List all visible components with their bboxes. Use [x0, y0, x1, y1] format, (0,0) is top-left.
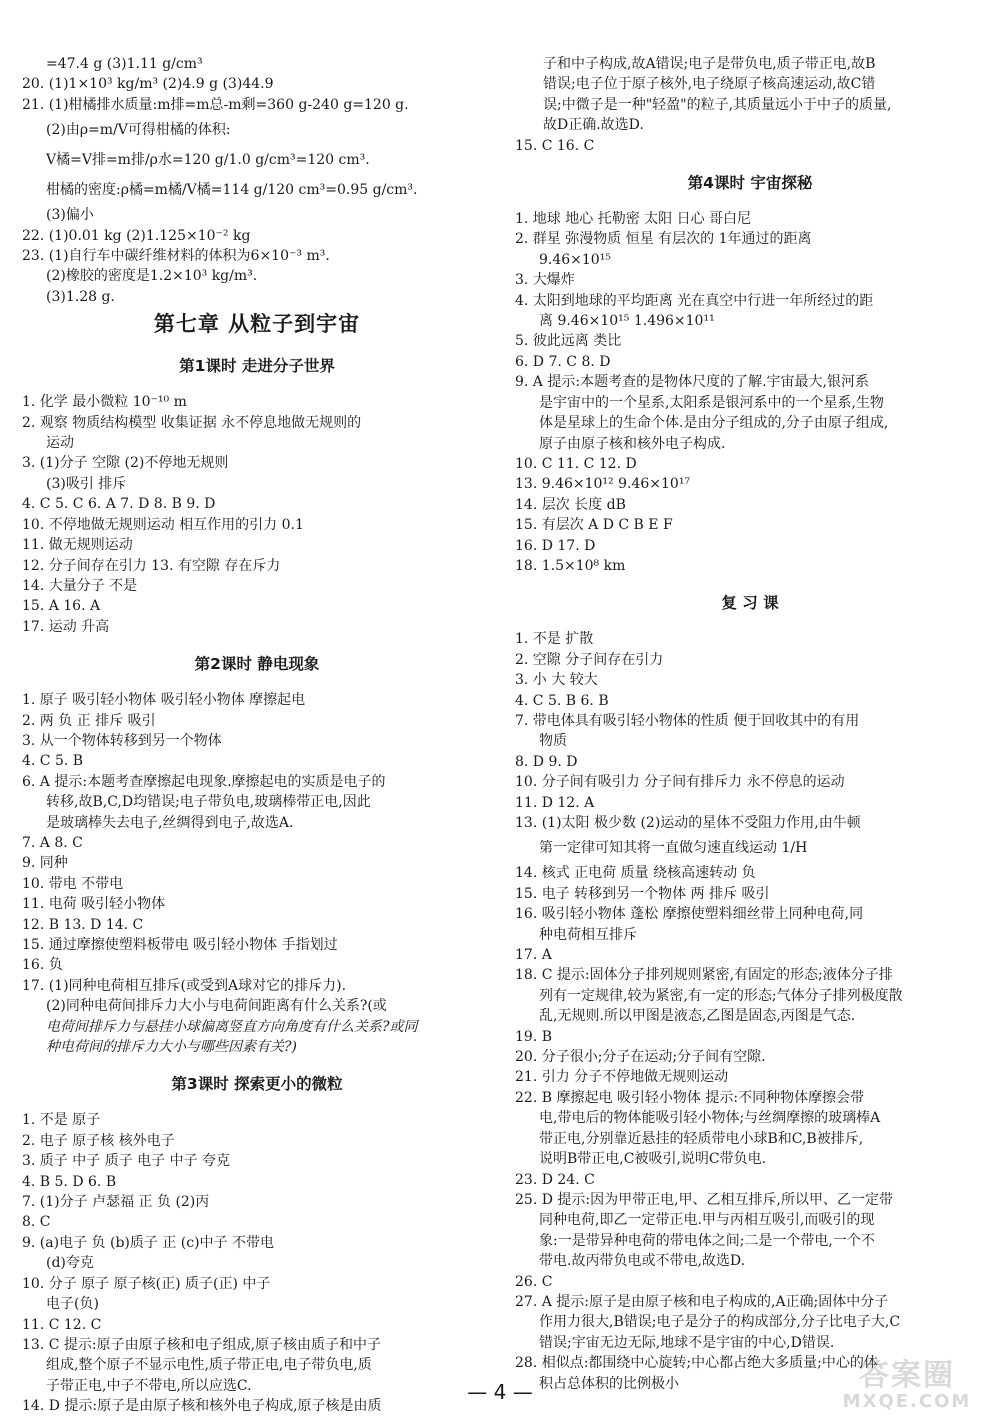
answer-line: 3. 大爆炸 — [515, 272, 575, 289]
answer-line: 带正电,分别靠近悬挂的轻质带电小球B和C,B被排斥, — [539, 1130, 864, 1147]
answer-line: 物质 — [539, 733, 567, 750]
answer-line: 5. 彼此远离 类比 — [515, 333, 622, 350]
answer-line: 13. (1)太阳 极少数 (2)运动的星体不受阻力作用,由牛顿 — [515, 815, 861, 831]
answer-line: 12. 分子间存在引力 13. 有空隙 存在斥力 — [22, 557, 281, 574]
answer-line: 20. (1)1×10³ kg/m³ (2)4.9 g (3)44.9 — [22, 76, 274, 93]
answer-line: 15. 有层次 A D C B E F — [515, 517, 673, 534]
answer-line: 种电荷间的排斥力大小与哪些因素有关?) — [46, 1039, 297, 1056]
answer-line: 21. (1)柑橘排水质量:m排=m总-m剩=360 g-240 g=120 g. — [22, 96, 409, 113]
answer-line: 象:一是带异种电荷的带电体之间;二是一个带电,一个不 — [539, 1232, 875, 1249]
answer-line: 27. A 提示:原子是由原子核和电子构成的,A正确;固体中分子 — [515, 1293, 889, 1310]
answer-line: 电,带电后的物体能吸引轻小物体;与丝绸摩擦的玻璃棒A — [539, 1110, 881, 1127]
answer-line: 柑橘的密度:ρ橘=m橘/V橘=114 g/120 cm³=0.95 g/cm³. — [46, 182, 418, 199]
watermark-sub: MXQE.COM — [842, 1391, 972, 1412]
answer-line: 8. D 9. D — [515, 753, 578, 770]
answer-line: V橘=V排=m排/ρ水=120 g/1.0 g/cm³=120 cm³. — [46, 152, 370, 169]
answer-line: 离 9.46×10¹⁵ 1.496×10¹¹ — [539, 313, 715, 330]
answer-line: 组成,整个原子不显示电性,质子带正电,电子带负电,质 — [46, 1357, 372, 1374]
answer-line: (3)1.28 g. — [46, 288, 115, 305]
answer-line: 14. 核式 正电荷 质量 绕核高速转动 负 — [515, 865, 756, 882]
answer-line: 运动 — [46, 435, 74, 452]
answer-line: 2. 电子 原子核 核外电子 — [22, 1132, 175, 1149]
answer-line: 同种电荷,即乙一定带正电.甲与丙相互吸引,而吸引的现 — [539, 1212, 875, 1229]
answer-line: 23. D 24. C — [515, 1171, 595, 1188]
answer-line: 22. (1)0.01 kg (2)1.125×10⁻² kg — [22, 227, 251, 244]
answer-line: 15. A 16. A — [22, 598, 101, 615]
answer-line: 9. A 提示:本题考查的是物体尺度的了解.宇宙最大,银河系 — [515, 374, 869, 391]
answer-line: 9. (a)电子 负 (b)质子 正 (c)中子 不带电 — [22, 1234, 274, 1251]
answer-line: 9. 同种 — [22, 855, 68, 872]
lesson-heading: 复 习 课 — [721, 593, 779, 612]
answer-line: 13. 9.46×10¹² 9.46×10¹⁷ — [515, 476, 691, 493]
right-column — [515, 54, 985, 1394]
lesson-heading: 第4课时 宇宙探秘 — [687, 173, 813, 192]
answer-line: 子带正电,中子不带电,所以应选C. — [46, 1377, 252, 1394]
answer-line: 电荷间排斥力与悬挂小球偏离竖直方向角度有什么关系?或同 — [46, 1018, 418, 1035]
answer-line: 17. 运动 升高 — [22, 618, 110, 635]
answer-line: (3)偏小 — [46, 207, 94, 224]
answer-line: 列有一定规律,较为紧密,有一定的形态;气体分子排列极度散 — [539, 987, 903, 1004]
answer-line: 错误;电子位于原子核外,电子绕原子核高速运动,故C错 — [543, 76, 876, 93]
answer-line: 积占总体积的比例极小 — [539, 1375, 679, 1392]
answer-line: =47.4 g (3)1.11 g/cm³ — [46, 56, 203, 72]
answer-line: 是宇宙中的一个星系,太阳系是银河系中的一个星系,生物 — [539, 394, 884, 411]
answer-line: (2)橡胶的密度是1.2×10³ kg/m³. — [46, 268, 258, 285]
answer-line: 第一定律可知其将一直做匀速直线运动 1/H — [539, 840, 808, 857]
answer-line: 11. 电荷 吸引轻小物体 — [22, 896, 166, 913]
answer-line: 6. A 提示:本题考查摩擦起电现象.摩擦起电的实质是电子的 — [22, 773, 386, 790]
answer-line: 乱,无规则.所以甲图是液态,乙图是固态,丙图是气态. — [539, 1008, 856, 1025]
answer-line: (2)由ρ=m/V可得柑橘的体积: — [46, 122, 231, 139]
answer-line: (d)夸克 — [46, 1255, 94, 1272]
answer-line: 4. C 5. B — [22, 753, 84, 770]
answer-line: 16. D 17. D — [515, 537, 596, 554]
watermark-main: 答案圈 — [859, 1358, 955, 1393]
answer-line: 14. 大量分子 不是 — [22, 577, 138, 594]
answer-line: (2)同种电荷间排斥力大小与电荷间距离有什么关系?(或 — [46, 998, 387, 1015]
answer-line: 10. 分子 原子 原子核(正) 质子(正) 中子 — [22, 1275, 271, 1292]
answer-line: 10. C 11. C 12. D — [515, 455, 637, 472]
answer-line: 作用力很大,B错误;电子是分子的构成部分,分子比电子大,C — [539, 1314, 901, 1331]
answer-line: 9.46×10¹⁵ — [539, 251, 611, 268]
answer-line: 17. A — [515, 947, 552, 964]
answer-line: 3. 质子 中子 质子 电子 中子 夸克 — [22, 1153, 231, 1170]
answer-line: 1. 地球 地心 托勒密 太阳 日心 哥白尼 — [515, 211, 752, 228]
answer-line: 3. (1)分子 空隙 (2)不停地无规则 — [22, 455, 229, 472]
answer-line: 17. (1)同种电荷相互排斥(或受到A球对它的排斥力). — [22, 977, 347, 994]
answer-line: 10. 分子间有吸引力 分子间有排斥力 永不停息的运动 — [515, 774, 845, 791]
chapter-title: 第七章 从粒子到宇宙 — [153, 312, 361, 337]
answer-line: 25. D 提示:因为甲带正电,甲、乙相互排斥,所以甲、乙一定带 — [515, 1191, 894, 1208]
answer-line: 6. D 7. C 8. D — [515, 353, 611, 370]
answer-line: 10. 带电 不带电 — [22, 875, 124, 892]
answer-line: 4. B 5. D 6. B — [22, 1173, 117, 1190]
answer-line: 体是星球上的生命个体.是由分子组成的,分子由原子组成, — [539, 415, 889, 432]
answer-line: 7. 带电体具有吸引轻小物体的性质 便于回收其中的有用 — [515, 712, 860, 729]
answer-line: 14. 层次 长度 dB — [515, 496, 626, 513]
answer-line: 带电.故丙带负电或不带电,故选D. — [539, 1253, 746, 1270]
answer-line: 10. 不停地做无规则运动 相互作用的引力 0.1 — [22, 516, 304, 533]
answer-line: 3. 小 大 较大 — [515, 672, 598, 689]
answer-line: 1. 化学 最小微粒 10⁻¹⁰ m — [22, 394, 187, 411]
answer-line: 2. 观察 物质结构模型 收集证据 永不停息地做无规则的 — [22, 414, 362, 431]
answer-line: 1. 不是 扩散 — [515, 631, 594, 648]
answer-line: 23. (1)自行车中碳纤维材料的体积为6×10⁻³ m³. — [22, 248, 330, 265]
answer-line: (3)吸引 排斥 — [46, 475, 127, 492]
answer-line: 2. 两 负 正 排斥 吸引 — [22, 712, 156, 729]
lesson-heading: 第2课时 静电现象 — [194, 654, 320, 673]
answer-line: 11. C 12. C — [22, 1316, 102, 1333]
answer-line: 4. C 5. B 6. B — [515, 692, 609, 709]
answer-line: 28. 相似点:都围绕中心旋转;中心都占绝大多质量;中心的体 — [515, 1355, 878, 1372]
answer-line: 12. B 13. D 14. C — [22, 916, 144, 933]
answer-line: 是玻璃棒失去电子,丝绸得到电子,故选A. — [46, 814, 294, 831]
answer-line: 4. 太阳到地球的平均距离 光在真空中行进一年所经过的距 — [515, 292, 874, 309]
answer-line: 16. 负 — [22, 957, 63, 974]
left-column — [22, 54, 492, 1417]
answer-line: 26. C — [515, 1273, 553, 1290]
answer-line: 1. 不是 原子 — [22, 1112, 101, 1129]
answer-line: 8. C — [22, 1214, 51, 1231]
answer-line: 13. C 提示:原子由原子核和电子组成,原子核由质子和中子 — [22, 1336, 382, 1353]
answer-line: 转移,故B,C,D均错误;电子带负电,玻璃棒带正电,因此 — [46, 794, 371, 811]
answer-line: 7. A 8. C — [22, 834, 83, 851]
answer-line: 1. 原子 吸引轻小物体 吸引轻小物体 摩擦起电 — [22, 692, 306, 709]
answer-line: 11. 做无规则运动 — [22, 537, 133, 554]
answer-line: 21. 引力 分子不停地做无规则运动 — [515, 1069, 729, 1086]
lesson-heading: 第3课时 探索更小的微粒 — [171, 1074, 343, 1093]
answer-line: 2. 群星 弥漫物质 恒星 有层次的 1年通过的距离 — [515, 231, 812, 248]
watermark-logo — [832, 1360, 982, 1416]
answer-line: 15. 电子 转移到另一个物体 两 排斥 吸引 — [515, 885, 770, 902]
answer-line: 20. 分子很小;分子在运动;分子间有空隙. — [515, 1049, 766, 1066]
answer-line: 2. 空隙 分子间存在引力 — [515, 651, 664, 668]
page-number: — 4 — — [467, 1380, 533, 1404]
answer-line: 22. B 摩擦起电 吸引轻小物体 提示:不同种物体摩擦会带 — [515, 1089, 865, 1106]
answer-line: 电子(负) — [46, 1296, 99, 1313]
answer-line: 3. 从一个物体转移到另一个物体 — [22, 732, 222, 749]
answer-line: 故D正确.故选D. — [543, 117, 644, 134]
answer-line: 说明B带正电,C被吸引,说明C带负电. — [539, 1151, 767, 1168]
answer-line: 15. 通过摩擦使塑料板带电 吸引轻小物体 手指划过 — [22, 937, 338, 953]
answer-line: 18. C 提示:固体分子排列规则紧密,有固定的形态;液体分子排 — [515, 967, 893, 984]
answer-line: 原子由原子核和核外电子构成. — [539, 435, 726, 452]
answer-line: 14. D 提示:原子是由原子核和核外电子构成,原子核是由质 — [22, 1398, 382, 1415]
answer-line: 种电荷相互排斥 — [539, 926, 637, 943]
answer-line: 误;中微子是一种"轻盈"的粒子,其质量远小于中子的质量, — [543, 96, 892, 113]
answer-line: 15. C 16. C — [515, 137, 595, 154]
answer-line: 11. D 12. A — [515, 794, 595, 811]
answer-line: 7. (1)分子 卢瑟福 正 负 (2)丙 — [22, 1194, 210, 1211]
answer-line: 18. 1.5×10⁸ km — [515, 557, 626, 574]
answer-line: 19. B — [515, 1028, 553, 1045]
answer-line: 错误;宇宙无边无际,地球不是宇宙的中心,D错误. — [539, 1334, 835, 1351]
answer-line: 子和中子构成,故A错误;电子是带负电,质子带正电,故B — [543, 56, 876, 72]
answer-line: 16. 吸引轻小物体 蓬松 摩擦使塑料细丝带上同种电荷,同 — [515, 906, 864, 923]
lesson-heading: 第1课时 走进分子世界 — [179, 356, 335, 375]
answer-line: 4. C 5. C 6. A 7. D 8. B 9. D — [22, 496, 216, 513]
